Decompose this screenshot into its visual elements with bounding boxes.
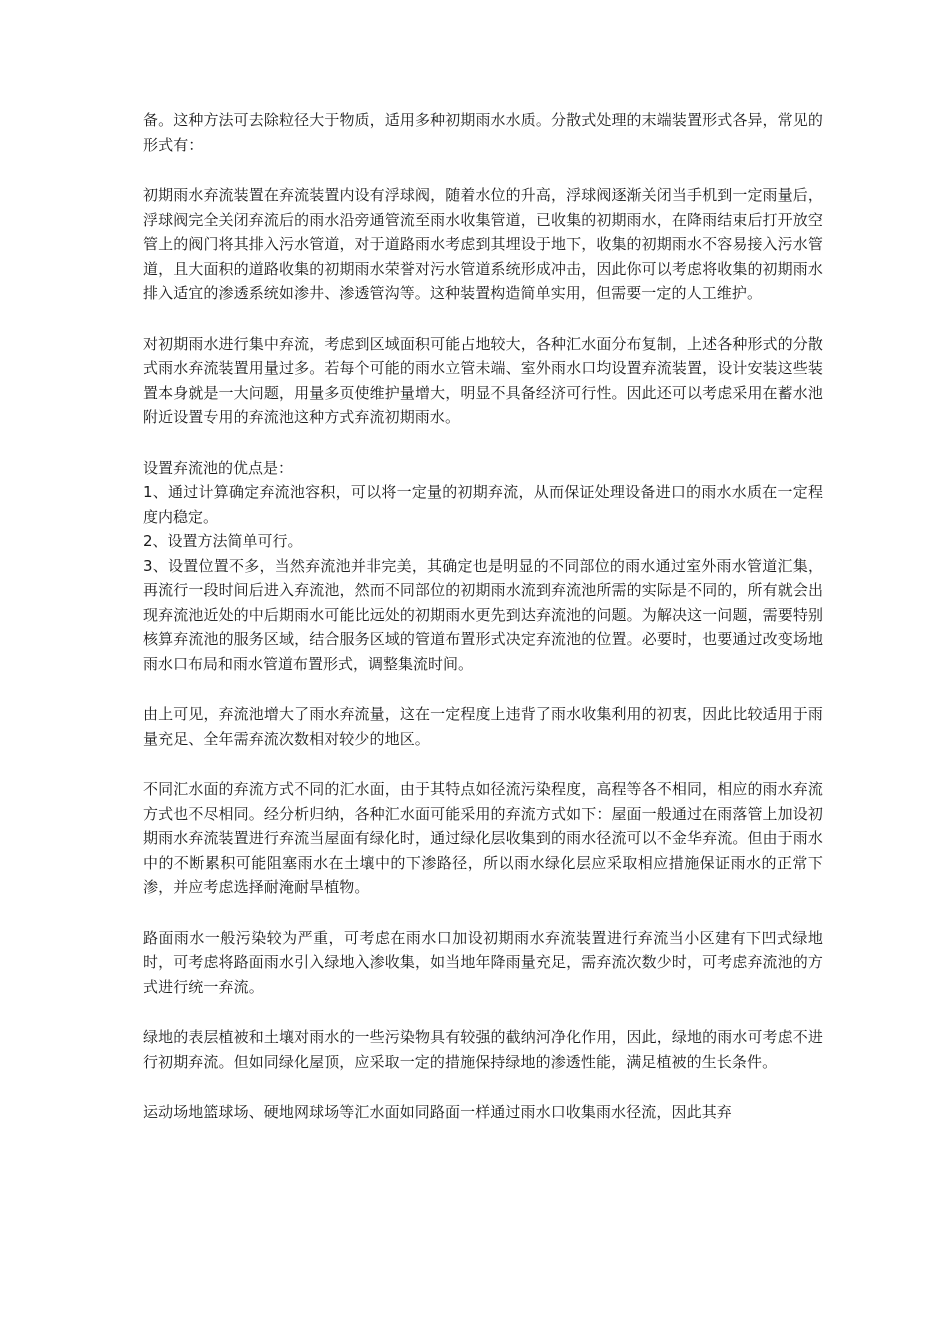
paragraph-catchment-methods: 不同汇水面的弃流方式不同的汇水面，由于其特点如径流污染程度，高程等各不相同，相应的雨水弃流方式也不尽相同。经分析归纳，各种汇水面可能采用的弃流方式如下：屋面一般通过在雨落管上加设初期雨水弃流装置进行弃流当屋面有绿化时，通过绿化层收集到的雨水径流可以不金华弃流。但由于雨水中的不断累积可能阻塞雨水在土壤中的下渗路径，所以雨水绿化层应采取相应措施保证雨水的正常下渗，并应考虑选择耐淹耐旱植物。 (143, 780, 823, 896)
paragraph-green-space: 绿地的表层植被和土壤对雨水的一些污染物具有较强的截纳河净化作用，因此，绿地的雨水可考虑不进行初期弃流。但如同绿化屋顶，应采取一定的措施保持绿地的渗透性能，满足植被的生长条件。 (143, 1028, 823, 1071)
paragraph-conclusion: 由上可见，弃流池增大了雨水弃流量，这在一定程度上违背了雨水收集利用的初衷，因此比较适用于雨量充足、全年需弃流次数相对较少的地区。 (143, 705, 823, 748)
paragraph-road-runoff: 路面雨水一般污染较为严重，可考虑在雨水口加设初期雨水弃流装置进行弃流当小区建有下凹式绿地时，可考虑将路面雨水引入绿地入渗收集，如当地年降雨量充足，需弃流次数少时，可考虑弃流池的方式进行统一弃流。 (143, 928, 823, 996)
paragraph-intro: 备。这种方法可去除粒径大于物质，适用多种初期雨水水质。分散式处理的末端装置形式各异，常见的形式有： (143, 111, 823, 154)
advantages-title: 设置弃流池的优点是： (143, 458, 294, 477)
advantage-item-2: 2、设置方法简单可行。 (143, 532, 303, 550)
advantage-item-3: 3、设置位置不多，当然弃流池并非完美，其确定也是明显的不同部位的雨水通过室外雨水管道汇集，再流行一段时间后进入弃流池，然而不同部位的初期雨水流到弃流池所需的实际是不同的，所有就会出现弃流池近处的中后期雨水可能比远处的初期雨水更先到达弃流池的问题。为解决这一问题，需要特别核算弃流池的服务区域，结合服务区域的管道布置形式决定弃流池的位置。必要时，也要通过改变场地雨水口布局和雨水管道布置形式，调整集流时间。 (143, 556, 823, 673)
advantage-item-1: 1、通过计算确定弃流池容积，可以将一定量的初期弃流，从而保证处理设备进口的雨水水质在一定程度内稳定。 (143, 483, 823, 526)
document-page (143, 108, 823, 1151)
advantages-section (143, 456, 823, 677)
paragraph-sports-field: 运动场地篮球场、硬地网球场等汇水面如同路面一样通过雨水口收集雨水径流，因此其弃 (143, 1103, 732, 1121)
paragraph-centralized-diversion: 对初期雨水进行集中弃流，考虑到区域面积可能占地较大，各种汇水面分布复制，上述各种形式的分散式雨水弃流装置用量过多。若每个可能的雨水立管未端、室外雨水口均设置弃流装置，设计安装这些装置本身就是一大问题，用量多页使维护量增大，明显不具备经济可行性。因此还可以考虑采用在蓄水池附近设置专用的弃流池这种方式弃流初期雨水。 (143, 334, 823, 426)
paragraph-float-valve-device: 初期雨水弃流装置在弃流装置内设有浮球阀，随着水位的升高，浮球阀逐渐关闭当手机到一定雨量后，浮球阀完全关闭弃流后的雨水沿旁通管流至雨水收集管道，已收集的初期雨水，在降雨结束后打开放空管上的阀门将其排入污水管道，对于道路雨水考虑到其埋设于地下，收集的初期雨水不容易接入污水管道，且大面积的道路收集的初期雨水荣誉对污水管道系统形成冲击，因此你可以考虑将收集的初期雨水排入适宜的渗透系统如渗井、渗透管沟等。这种装置构造简单实用，但需要一定的人工维护。 (143, 186, 823, 302)
